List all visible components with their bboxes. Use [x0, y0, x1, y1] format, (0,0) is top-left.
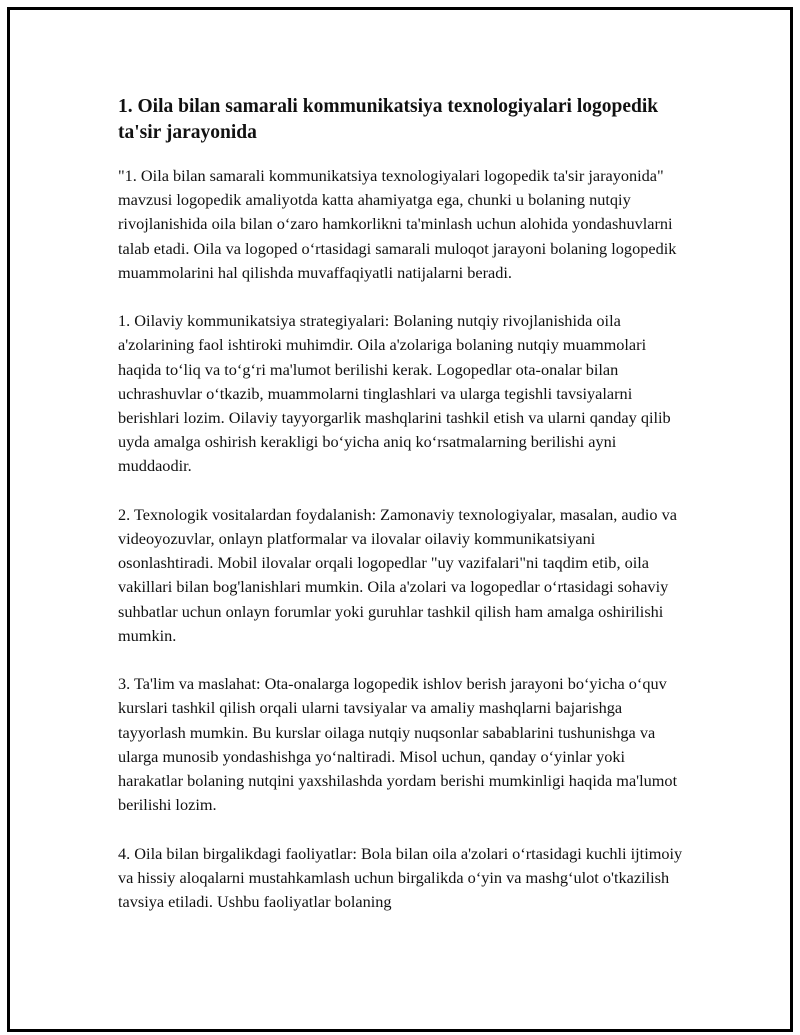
intro-paragraph: "1. Oila bilan samarali kommunikatsiya texnologiyalari logopedik ta'sir jarayonida" mavzusi logopedik amaliyotda katta ahamiyatga ega, chunki u bolaning nutqiy rivojlanishida oila bilan o‘zaro hamkorlikni ta'minlash uchun alohida yondashuvlarni talab etadi. Oila va logoped o‘rtasidagi samarali muloqot jarayoni bolaning logopedik muammolarini hal qilishda muvaffaqiyatli natijalarni beradi.	[118, 166, 677, 282]
paragraph-family-communication-strategies: 1. Oilaviy kommunikatsiya strategiyalari: Bolaning nutqiy rivojlanishida oila a'zolarining faol ishtiroki muhimdir. Oila a'zolariga bolaning nutqiy muammolari haqida to‘liq va to‘g‘ri ma'lumot berilishi kerak. Logopedlar ota-onalar bilan uchrashuvlar o‘tkazib, muammolarni tinglashlari va ularga tegishli tavsiyalarni berishlari lozim. Oilaviy tayyorgarlik mashqlarini tashkil etish va ularni qanday qilib uyda amalga oshirish kerakligi bo‘yicha aniq ko‘rsatmalarning berilishi ayni muddaodir.	[118, 311, 671, 476]
paragraph-education-and-advice: 3. Ta'lim va maslahat: Ota-onalarga logopedik ishlov berish jarayoni bo‘yicha o‘quv kurslari tashkil qilish orqali ularni tavsiyalar va amaliy mashqlarni bajarishga tayyorlash mumkin. Bu kurslar oilaga nutqiy nuqsonlar sabablarini tushunishga va ularga munosib yondashishga yo‘naltiradi. Misol uchun, qanday o‘yinlar yoki harakatlar bolaning nutqini yaxshilashda yordam berishi mumkinligi haqida ma'lumot berilishi lozim.	[118, 674, 678, 815]
document-title: 1. Oila bilan samarali kommunikatsiya texnologiyalari logopedik ta'sir jarayonida	[118, 96, 659, 143]
paragraph-joint-family-activities: 4. Oila bilan birgalikdagi faoliyatlar: Bola bilan oila a'zolari o‘rtasidagi kuchli ijtimoiy va hissiy aloqalarni mustahkamlash uchun birgalikda o‘yin va mashg‘ulot o'tkazilish tavsiya etiladi. Ushbu faoliyatlar bolaning	[118, 843, 683, 912]
paragraph-technological-tools: 2. Texnologik vositalardan foydalanish: Zamonaviy texnologiyalar, masalan, audio va videoyozuvlar, onlayn platformalar va ilovalar oilaviy kommunikatsiyani osonlashtiradi. Mobil ilovalar orqali logopedlar "uy vazifalari"ni taqdim etib, oila vakillari bilan bog'lanishlari mumkin. Oila a'zolari va logopedlar o‘rtasidagi sohaviy suhbatlar uchun onlayn forumlar yoki guruhlar tashkil qilish ham amalga oshirilishi mumkin.	[118, 504, 678, 645]
document-body	[118, 94, 688, 938]
